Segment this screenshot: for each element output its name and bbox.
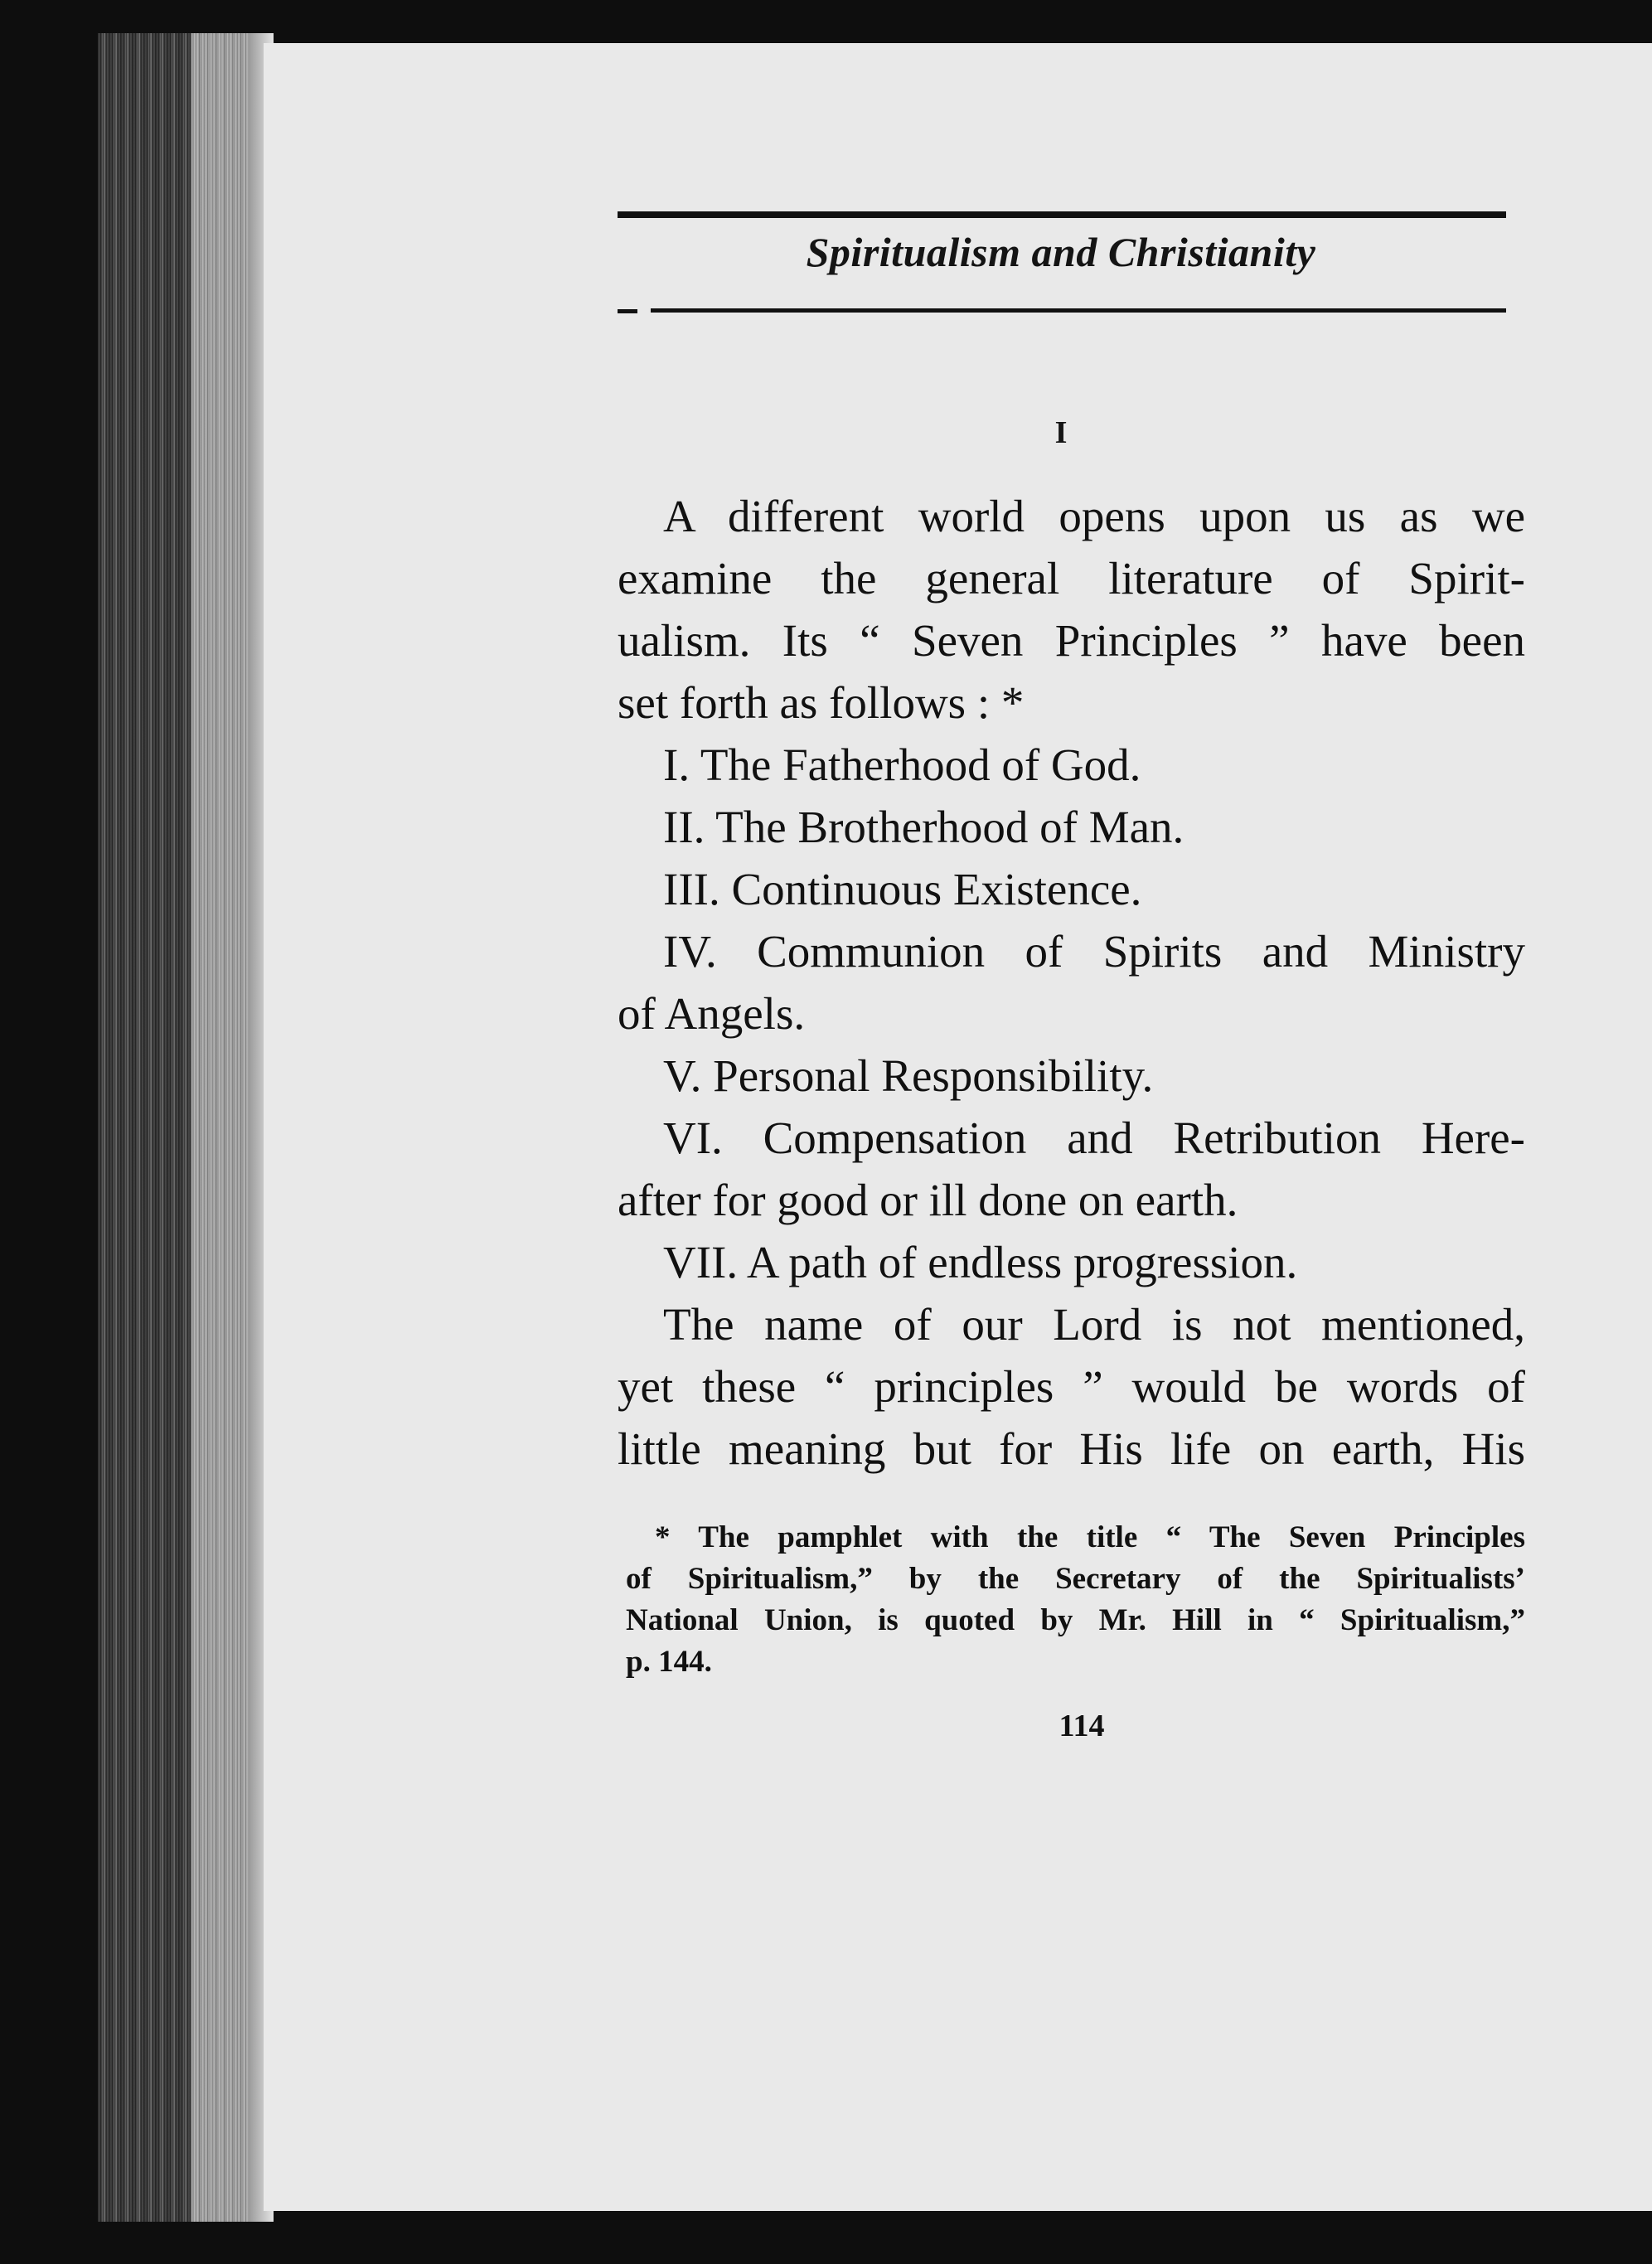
- principle-item: VI. Compensation and Retribution Here-: [663, 1113, 1525, 1163]
- body-text: [618, 485, 1525, 1480]
- footnote-line: * The pamphlet with the title “ The Seven Principles: [655, 1520, 1525, 1554]
- principle-item: IV. Communion of Spirits and Ministry: [663, 926, 1525, 977]
- principle-item: I. The Fatherhood of God.: [663, 739, 1141, 790]
- footnote: [626, 1517, 1525, 1683]
- footnote-line: p. 144.: [626, 1645, 712, 1679]
- principle-item: V. Personal Responsibility.: [663, 1050, 1154, 1101]
- principle-item: III. Continuous Existence.: [663, 864, 1142, 914]
- body-line: ualism. Its “ Seven Principles ” have been: [618, 615, 1525, 666]
- principle-item: VII. A path of endless progression.: [663, 1237, 1298, 1287]
- header-rule-top: [618, 211, 1506, 218]
- principle-item: II. The Brotherhood of Man.: [663, 802, 1184, 852]
- principle-item-continued: of Angels.: [618, 988, 806, 1039]
- body-line: little meaning but for His life on earth, His: [618, 1423, 1525, 1474]
- footnote-line: National Union, is quoted by Mr. Hill in “ Spiritualism,”: [626, 1603, 1525, 1637]
- header-rule-bottom-dash: [618, 309, 637, 313]
- footnote-line: of Spiritualism,” by the Secretary of the Spiritualists’: [626, 1562, 1525, 1596]
- running-head: Spiritualism and Christianity: [806, 229, 1316, 275]
- body-line: yet these “ principles ” would be words of: [618, 1361, 1525, 1412]
- body-line: examine the general literature of Spirit-: [618, 553, 1525, 604]
- page-number: 114: [1059, 1709, 1105, 1743]
- section-number: I: [1054, 415, 1068, 450]
- header-rule-bottom: [651, 308, 1506, 313]
- body-line: set forth as follows : *: [618, 677, 1025, 728]
- body-line: A different world opens upon us as we: [663, 491, 1525, 541]
- body-line: The name of our Lord is not mentioned,: [663, 1299, 1525, 1350]
- principle-item-continued: after for good or ill done on earth.: [618, 1175, 1238, 1225]
